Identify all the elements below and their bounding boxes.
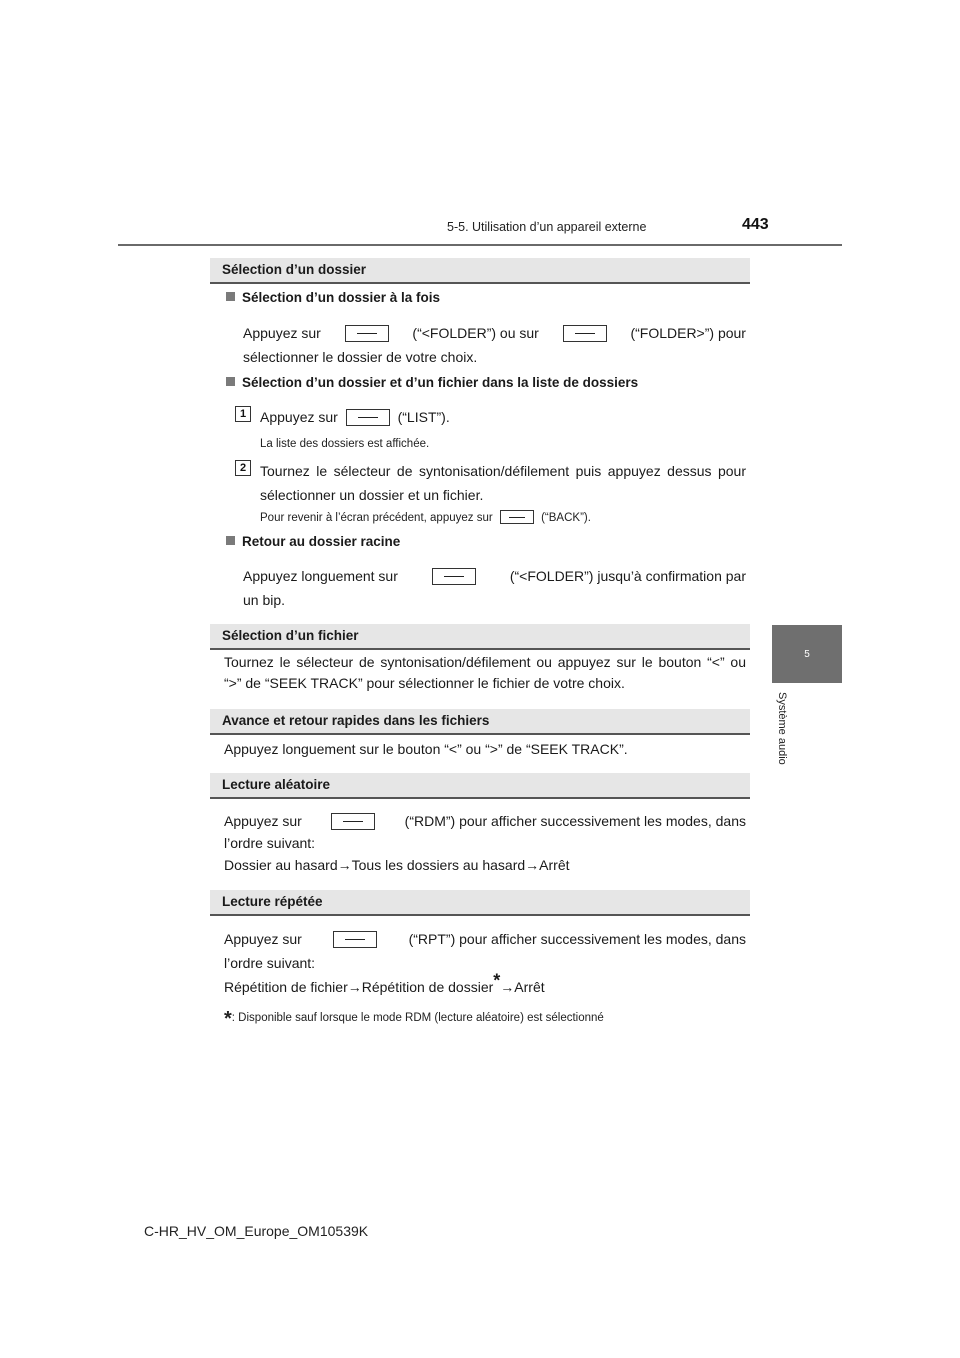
arrow-right-icon: → bbox=[337, 857, 352, 873]
text: (“<FOLDER”) jusqu’à confirmation par bbox=[509, 568, 746, 584]
step-1-text bbox=[260, 405, 450, 429]
subheading-folder-list bbox=[226, 375, 638, 390]
footnote bbox=[224, 1008, 604, 1031]
step-2-text: Tournez le sélecteur de syntonisation/défilement puis appuyez dessus pour sélectionner un dossier et un fichier. bbox=[260, 463, 746, 503]
footnote-star: * bbox=[224, 1008, 232, 1030]
section-title: Sélection d’un dossier bbox=[222, 262, 367, 277]
paragraph-fast: Appuyez longuement sur le bouton “<” ou “>” de “SEEK TRACK”. bbox=[224, 741, 628, 757]
section-breadcrumb: 5-5. Utilisation d’un appareil externe bbox=[447, 220, 647, 234]
paragraph-line bbox=[243, 321, 746, 345]
paragraph-line: un bip. bbox=[243, 592, 286, 608]
text: (“FOLDER>”) pour bbox=[630, 325, 746, 341]
subheading-text: Sélection d’un dossier et d’un fichier dans la liste de dossiers bbox=[242, 375, 639, 390]
step-number-2: 2 bbox=[235, 460, 251, 476]
paragraph-line bbox=[224, 927, 746, 951]
section-heading-repeat bbox=[210, 890, 750, 916]
rdm-button-icon bbox=[331, 813, 375, 830]
mode-item: Répétition de fichier bbox=[224, 979, 348, 995]
step-1-note: La liste des dossiers est affichée. bbox=[260, 438, 430, 450]
header-divider bbox=[118, 244, 842, 246]
section-heading-fast bbox=[210, 709, 750, 735]
folder-next-button-icon bbox=[563, 325, 607, 342]
paragraph-line bbox=[243, 564, 746, 588]
paragraph-line bbox=[224, 810, 746, 832]
text: Appuyez sur bbox=[243, 325, 321, 341]
text: Appuyez sur bbox=[224, 931, 302, 947]
section-title: Lecture répétée bbox=[222, 894, 323, 909]
text: (“LIST”). bbox=[397, 409, 450, 425]
square-bullet-icon bbox=[226, 377, 235, 386]
chapter-label-text: Système audio bbox=[776, 692, 788, 765]
text: Appuyez longuement sur bbox=[243, 568, 398, 584]
arrow-right-icon: → bbox=[347, 979, 362, 995]
section-title: Avance et retour rapides dans les fichiers bbox=[222, 713, 490, 728]
text: (“<FOLDER”) ou sur bbox=[412, 325, 539, 341]
mode-item: Répétition de dossier bbox=[361, 979, 494, 995]
paragraph-folder-one bbox=[243, 321, 746, 369]
chapter-number: 5 bbox=[804, 648, 810, 660]
square-bullet-icon bbox=[226, 536, 235, 545]
square-bullet-icon bbox=[226, 292, 235, 301]
section-title: Sélection d’un fichier bbox=[222, 628, 359, 643]
paragraph-file: Tournez le sélecteur de syntonisation/défilement ou appuyez sur le bouton “<” ou “>” de “SEEK TRACK” pour sélectionner le fichier de votre choix. bbox=[224, 654, 746, 691]
text: (“BACK”). bbox=[541, 512, 591, 524]
paragraph-line: l’ordre suivant: bbox=[224, 835, 316, 851]
paragraph-line: l’ordre suivant: bbox=[224, 955, 316, 971]
folder-prev-button-icon bbox=[432, 568, 476, 585]
paragraph-line: sélectionner le dossier de votre choix. bbox=[243, 349, 478, 365]
page-number: 443 bbox=[742, 216, 769, 233]
paragraph-repeat bbox=[224, 927, 746, 999]
section-heading-file bbox=[210, 624, 750, 650]
text: (“RPT”) pour afficher successivement les modes, dans bbox=[408, 931, 746, 947]
arrow-right-icon: → bbox=[525, 857, 540, 873]
chapter-label bbox=[776, 692, 802, 784]
subheading-root-folder bbox=[226, 534, 400, 549]
mode-item: Dossier au hasard bbox=[224, 857, 338, 873]
section-heading-folder bbox=[210, 258, 750, 284]
footnote-star: * bbox=[493, 970, 501, 991]
footnote-text: : Disponible sauf lorsque le mode RDM (lecture aléatoire) est sélectionné bbox=[231, 1012, 604, 1024]
step-number-1: 1 bbox=[235, 406, 251, 422]
text: Pour revenir à l’écran précédent, appuyez sur bbox=[260, 512, 493, 524]
paragraph-root-folder bbox=[243, 564, 746, 612]
mode-item: Arrêt bbox=[539, 857, 570, 873]
chapter-tab bbox=[772, 625, 842, 683]
text: Appuyez sur bbox=[224, 813, 302, 829]
mode-item: Arrêt bbox=[514, 979, 545, 995]
document-id: C-HR_HV_OM_Europe_OM10539K bbox=[144, 1223, 369, 1239]
subheading-text: Sélection d’un dossier à la fois bbox=[242, 290, 441, 305]
subheading-text: Retour au dossier racine bbox=[242, 534, 401, 549]
rpt-button-icon bbox=[333, 931, 377, 948]
back-button-icon bbox=[500, 510, 534, 524]
mode-item: Tous les dossiers au hasard bbox=[351, 857, 526, 873]
folder-prev-button-icon bbox=[345, 325, 389, 342]
section-title: Lecture aléatoire bbox=[222, 777, 331, 792]
text: (“RDM”) pour afficher successivement les modes, dans bbox=[404, 813, 746, 829]
paragraph-random bbox=[224, 810, 746, 876]
arrow-right-icon: → bbox=[500, 979, 515, 995]
section-heading-random bbox=[210, 773, 750, 799]
text: Appuyez sur bbox=[260, 409, 338, 425]
mode-sequence bbox=[224, 854, 746, 876]
list-button-icon bbox=[346, 409, 390, 426]
step-2-note bbox=[260, 510, 591, 524]
subheading-folder-one bbox=[226, 290, 440, 305]
mode-sequence bbox=[224, 970, 746, 999]
